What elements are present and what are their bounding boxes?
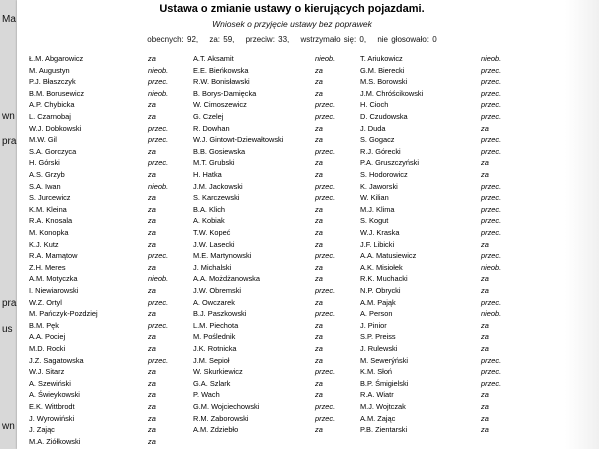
senator-name: S. Gogacz bbox=[360, 135, 395, 145]
senator-name: W.J. Sitarz bbox=[29, 367, 65, 377]
senator-name: K.M. Słoń bbox=[360, 367, 393, 377]
vote-value: za bbox=[148, 54, 156, 63]
vote-value: za bbox=[315, 320, 323, 330]
senator-name: P.B. Zientarski bbox=[360, 425, 408, 435]
vote-row bbox=[17, 228, 567, 239]
vote-value: za bbox=[315, 378, 323, 388]
vote-value: za bbox=[481, 425, 489, 435]
vote-row bbox=[17, 193, 567, 204]
senator-name: G.M. Bierecki bbox=[360, 65, 405, 75]
senator-name: J.M. Jackowski bbox=[193, 181, 243, 191]
vote-row bbox=[17, 240, 567, 251]
vote-value: za bbox=[315, 355, 323, 365]
vote-value: nieob. bbox=[481, 262, 502, 272]
vote-value: za bbox=[148, 170, 156, 179]
vote-value: przec. bbox=[481, 88, 502, 98]
vote-value: za bbox=[315, 344, 323, 353]
vote-value: za bbox=[148, 146, 156, 156]
senator-name: A.M. Zając bbox=[360, 413, 396, 423]
vote-row bbox=[17, 77, 567, 88]
vote-counts bbox=[17, 35, 567, 44]
vote-row bbox=[17, 321, 567, 332]
vote-value: przec. bbox=[148, 77, 169, 87]
senator-name: M.W. Gil bbox=[29, 135, 57, 145]
senator-name: G. Czelej bbox=[193, 112, 224, 121]
senator-name: J. Rulewski bbox=[360, 344, 398, 353]
bg-text: wn bbox=[2, 111, 15, 122]
senator-name: S.P. Preiss bbox=[360, 332, 396, 342]
vote-value: przec. bbox=[315, 286, 336, 295]
vote-value: za bbox=[315, 158, 323, 168]
vote-value: za bbox=[481, 239, 489, 249]
senator-name: E.E. Bieńkowska bbox=[193, 65, 249, 75]
vote-value: za bbox=[315, 123, 323, 133]
senator-name: W.J. Kraska bbox=[360, 228, 400, 237]
senator-name: Z.H. Meres bbox=[29, 262, 66, 272]
vote-value: przec. bbox=[315, 251, 336, 261]
vote-value: za bbox=[315, 77, 323, 87]
bg-text: us bbox=[2, 324, 13, 335]
senator-name: A. Kobiak bbox=[193, 216, 225, 226]
vote-value: za bbox=[481, 402, 489, 411]
senator-name: L.M. Piechota bbox=[193, 320, 239, 330]
vote-row bbox=[17, 100, 567, 111]
senator-name: M.J. Klima bbox=[360, 204, 395, 214]
vote-value: za bbox=[481, 158, 489, 168]
vote-value: za bbox=[481, 320, 489, 330]
vote-value: nieob. bbox=[148, 181, 169, 191]
vote-value: przec. bbox=[148, 251, 169, 261]
senator-name: P.A. Gruszczyński bbox=[360, 158, 420, 168]
senator-name: J.K. Rotnicka bbox=[193, 344, 237, 353]
vote-value: przec. bbox=[481, 204, 502, 214]
vote-value: przec. bbox=[148, 135, 169, 145]
vote-value: przec. bbox=[481, 100, 502, 110]
senator-name: J. Michalski bbox=[193, 262, 232, 272]
senator-name: H. Cioch bbox=[360, 100, 389, 110]
senator-name: W.Z. Ortyl bbox=[29, 297, 62, 307]
vote-value: za bbox=[148, 228, 156, 237]
vote-value: przec. bbox=[481, 216, 502, 226]
vote-value: przec. bbox=[481, 355, 502, 365]
vote-value: za bbox=[148, 378, 156, 388]
count-not-voted: nie głosowało: 0 bbox=[377, 35, 437, 44]
vote-value: za bbox=[148, 262, 156, 272]
senator-name: B.M. Pęk bbox=[29, 320, 59, 330]
senator-name: A.A. Pociej bbox=[29, 332, 66, 342]
senator-name: R.J. Górecki bbox=[360, 146, 401, 156]
vote-row bbox=[17, 356, 567, 367]
vote-row bbox=[17, 390, 567, 401]
bg-text: wn bbox=[2, 421, 15, 432]
vote-row bbox=[17, 147, 567, 158]
senator-name: P. Wach bbox=[193, 390, 220, 400]
vote-value: przec. bbox=[315, 367, 336, 377]
vote-value: za bbox=[315, 65, 323, 75]
vote-value: przec. bbox=[148, 320, 169, 330]
senator-name: K. Jaworski bbox=[360, 181, 398, 191]
vote-value: za bbox=[315, 239, 323, 249]
bg-text: pra bbox=[2, 136, 17, 147]
senator-name: B.P. Śmigielski bbox=[360, 378, 409, 388]
senator-name: A.P. Chybicka bbox=[29, 100, 75, 110]
vote-value: za bbox=[481, 344, 489, 353]
senator-name: M. Augustyn bbox=[29, 65, 70, 75]
senator-name: B. Borys-Damięcka bbox=[193, 88, 257, 98]
senator-name: R.W. Bonisławski bbox=[193, 77, 250, 87]
senator-name: L. Czarnobaj bbox=[29, 112, 71, 121]
senator-name: K.M. Kleina bbox=[29, 204, 67, 214]
vote-value: za bbox=[481, 413, 489, 423]
vote-value: przec. bbox=[148, 123, 169, 133]
senator-name: J. Wyrowiński bbox=[29, 413, 75, 423]
senator-name: W.J. Gintowt-Dziewałtowski bbox=[193, 135, 284, 145]
senator-name: G.A. Szlark bbox=[193, 378, 231, 388]
vote-value: za bbox=[148, 344, 156, 353]
senator-name: I. Niewiarowski bbox=[29, 286, 79, 295]
vote-value: za bbox=[315, 204, 323, 214]
senator-name: M.J. Wojtczak bbox=[360, 402, 406, 411]
vote-value: za bbox=[148, 286, 156, 295]
vote-value: przec. bbox=[315, 112, 336, 121]
senator-name: M. Konopka bbox=[29, 228, 69, 237]
vote-value: za bbox=[148, 239, 156, 249]
senator-name: A. Person bbox=[360, 309, 393, 319]
vote-value: za bbox=[148, 309, 156, 319]
page-edge-shadow bbox=[565, 0, 599, 449]
vote-value: nieob. bbox=[148, 274, 169, 284]
vote-value: za bbox=[148, 112, 156, 121]
vote-row bbox=[17, 286, 567, 297]
senator-name: M.A. Ziółkowski bbox=[29, 436, 81, 446]
senator-name: J.F. Libicki bbox=[360, 239, 395, 249]
vote-row bbox=[17, 344, 567, 355]
senator-name: A.T. Aksamit bbox=[193, 54, 234, 63]
senator-name: M.S. Borowski bbox=[360, 77, 408, 87]
vote-value: za bbox=[315, 274, 323, 284]
vote-row bbox=[17, 332, 567, 343]
vote-value: przec. bbox=[315, 309, 336, 319]
vote-value: przec. bbox=[481, 181, 502, 191]
vote-value: nieob. bbox=[148, 65, 169, 75]
senator-name: N.P. Obrycki bbox=[360, 286, 401, 295]
senator-name: R. Dowhan bbox=[193, 123, 230, 133]
bg-text: Ma bbox=[2, 14, 16, 25]
senator-name: R.A. Knosala bbox=[29, 216, 73, 226]
senator-name: R.M. Zaborowski bbox=[193, 413, 249, 423]
senator-name: A.K. Misiołek bbox=[360, 262, 403, 272]
vote-value: przec. bbox=[481, 146, 502, 156]
vote-value: za bbox=[481, 170, 489, 179]
vote-row bbox=[17, 414, 567, 425]
vote-value: przec. bbox=[315, 100, 336, 110]
vote-value: za bbox=[315, 332, 323, 342]
vote-value: przec. bbox=[481, 378, 502, 388]
vote-value: za bbox=[148, 425, 156, 435]
vote-value: za bbox=[315, 135, 323, 145]
senator-name: M. Poślednik bbox=[193, 332, 236, 342]
vote-value: nieob. bbox=[481, 54, 502, 63]
senator-name: P.J. Błaszczyk bbox=[29, 77, 76, 87]
vote-value: przec. bbox=[315, 402, 336, 411]
senator-name: S. Hodorowicz bbox=[360, 170, 408, 179]
vote-value: za bbox=[148, 390, 156, 400]
vote-value: za bbox=[315, 216, 323, 226]
vote-row bbox=[17, 402, 567, 413]
vote-value: za bbox=[481, 123, 489, 133]
vote-row bbox=[17, 158, 567, 169]
senator-name: A. Świeykowski bbox=[29, 390, 80, 400]
vote-value: za bbox=[148, 193, 156, 203]
vote-value: przec. bbox=[481, 228, 502, 237]
senator-name: W. Skurkiewicz bbox=[193, 367, 243, 377]
senator-name: J.Z. Sagatowska bbox=[29, 355, 84, 365]
vote-row bbox=[17, 298, 567, 309]
count-for: za: 59, bbox=[209, 35, 235, 44]
vote-value: przec. bbox=[481, 65, 502, 75]
senator-name: J.M. Chróścikowski bbox=[360, 88, 424, 98]
vote-value: nieob. bbox=[148, 88, 169, 98]
document-title: Ustawa o zmianie ustawy o kierujących pojazdami. bbox=[159, 3, 425, 15]
senator-name: R.A. Wiatr bbox=[360, 390, 394, 400]
vote-value: przec. bbox=[481, 77, 502, 87]
count-abstained: wstrzymało się: 0, bbox=[300, 35, 367, 44]
senator-name: B.J. Paszkowski bbox=[193, 309, 247, 319]
vote-value: za bbox=[315, 297, 323, 307]
senator-name: A.M. Pająk bbox=[360, 297, 396, 307]
vote-row bbox=[17, 182, 567, 193]
senator-name: M.T. Grubski bbox=[193, 158, 235, 168]
senator-name: M.D. Rocki bbox=[29, 344, 66, 353]
vote-row bbox=[17, 309, 567, 320]
vote-row bbox=[17, 367, 567, 378]
vote-value: nieob. bbox=[481, 309, 502, 319]
vote-value: za bbox=[148, 204, 156, 214]
senator-name: W.J. Dobkowski bbox=[29, 123, 82, 133]
vote-row bbox=[17, 379, 567, 390]
senator-name: S. Jurcewicz bbox=[29, 193, 71, 203]
vote-row bbox=[17, 54, 567, 65]
vote-value: przec. bbox=[481, 297, 502, 307]
count-against: przeciw: 33, bbox=[245, 35, 290, 44]
vote-row bbox=[17, 135, 567, 146]
count-present: obecnych: 92, bbox=[147, 35, 199, 44]
senator-name: T.W. Kopeć bbox=[193, 228, 231, 237]
senator-name: S.A. Iwan bbox=[29, 181, 61, 191]
vote-value: przec. bbox=[315, 193, 336, 203]
vote-value: przec. bbox=[148, 297, 169, 307]
vote-row bbox=[17, 251, 567, 262]
senator-name: J.M. Sepioł bbox=[193, 355, 230, 365]
vote-row bbox=[17, 112, 567, 123]
vote-row bbox=[17, 216, 567, 227]
senator-name: R.K. Muchacki bbox=[360, 274, 408, 284]
bg-text: pra bbox=[2, 298, 17, 309]
senator-name: D. Czudowska bbox=[360, 112, 408, 121]
senator-name: J.W. Obremski bbox=[193, 286, 242, 295]
senator-name: M. Sewerýński bbox=[360, 355, 409, 365]
senator-name: A.M. Zdziebło bbox=[193, 425, 239, 435]
senator-name: J. Zając bbox=[29, 425, 55, 435]
vote-value: za bbox=[481, 274, 489, 284]
vote-value: nieob. bbox=[315, 54, 336, 63]
vote-value: przec. bbox=[148, 158, 169, 168]
vote-value: przec. bbox=[481, 112, 502, 121]
vote-value: przec. bbox=[148, 355, 169, 365]
vote-value: za bbox=[148, 216, 156, 226]
vote-value: za bbox=[148, 367, 156, 377]
vote-value: przec. bbox=[481, 251, 502, 261]
senator-name: E.K. Wittbrodt bbox=[29, 402, 75, 411]
vote-value: za bbox=[315, 425, 323, 435]
senator-name: A.A. Możdżanowska bbox=[193, 274, 260, 284]
senator-name: H. Hatka bbox=[193, 170, 222, 179]
senator-name: Ł.M. Abgarowicz bbox=[29, 54, 84, 63]
senator-name: A.S. Grzyb bbox=[29, 170, 65, 179]
senator-name: A.M. Motyczka bbox=[29, 274, 78, 284]
vote-row bbox=[17, 437, 567, 448]
vote-value: przec. bbox=[481, 367, 502, 377]
vote-value: przec. bbox=[315, 181, 336, 191]
vote-row bbox=[17, 263, 567, 274]
vote-value: za bbox=[481, 286, 489, 295]
senator-name: S. Karczewski bbox=[193, 193, 240, 203]
vote-row bbox=[17, 124, 567, 135]
senator-name: B.B. Gosiewska bbox=[193, 146, 246, 156]
vote-value: za bbox=[148, 402, 156, 411]
vote-row bbox=[17, 170, 567, 181]
vote-value: przec. bbox=[481, 135, 502, 145]
vote-value: za bbox=[481, 332, 489, 342]
vote-value: za bbox=[148, 100, 156, 110]
vote-row bbox=[17, 274, 567, 285]
senator-name: S.A. Gorczyca bbox=[29, 146, 77, 156]
document-page bbox=[17, 0, 567, 449]
vote-row bbox=[17, 425, 567, 436]
senator-name: B.M. Borusewicz bbox=[29, 88, 85, 98]
vote-row bbox=[17, 89, 567, 100]
vote-value: za bbox=[315, 88, 323, 98]
senator-name: K.J. Kutz bbox=[29, 239, 59, 249]
vote-value: za bbox=[315, 262, 323, 272]
senator-name: B.A. Klich bbox=[193, 204, 226, 214]
senator-name: R.A. Mamątow bbox=[29, 251, 78, 261]
vote-value: za bbox=[148, 332, 156, 342]
senator-name: A.A. Matusiewicz bbox=[360, 251, 417, 261]
senator-name: J. Pinior bbox=[360, 320, 387, 330]
senator-name: T. Ariukowicz bbox=[360, 54, 403, 63]
vote-value: za bbox=[315, 228, 323, 237]
vote-row bbox=[17, 66, 567, 77]
senator-name: M. Pańczyk-Pozdziej bbox=[29, 309, 98, 319]
vote-row bbox=[17, 205, 567, 216]
vote-value: za bbox=[481, 390, 489, 400]
senator-name: W. Kilian bbox=[360, 193, 389, 203]
document-subtitle: Wniosek o przyjęcie ustawy bez poprawek bbox=[212, 19, 372, 29]
vote-value: przec. bbox=[315, 146, 336, 156]
vote-value: za bbox=[315, 170, 323, 179]
senator-name: M.E. Martynowski bbox=[193, 251, 252, 261]
senator-name: A. Szewiński bbox=[29, 378, 71, 388]
vote-value: przec. bbox=[315, 413, 336, 423]
senator-name: W. Cimoszewicz bbox=[193, 100, 247, 110]
senator-name: S. Kogut bbox=[360, 216, 389, 226]
vote-value: za bbox=[148, 436, 156, 446]
vote-value: za bbox=[148, 413, 156, 423]
vote-value: przec. bbox=[481, 193, 502, 203]
senator-name: G.M. Wojciechowski bbox=[193, 402, 260, 411]
senator-name: J.W. Lasecki bbox=[193, 239, 235, 249]
vote-value: za bbox=[315, 390, 323, 400]
senator-name: A. Owczarek bbox=[193, 297, 235, 307]
senator-name: H. Górski bbox=[29, 158, 60, 168]
senator-name: J. Duda bbox=[360, 123, 386, 133]
